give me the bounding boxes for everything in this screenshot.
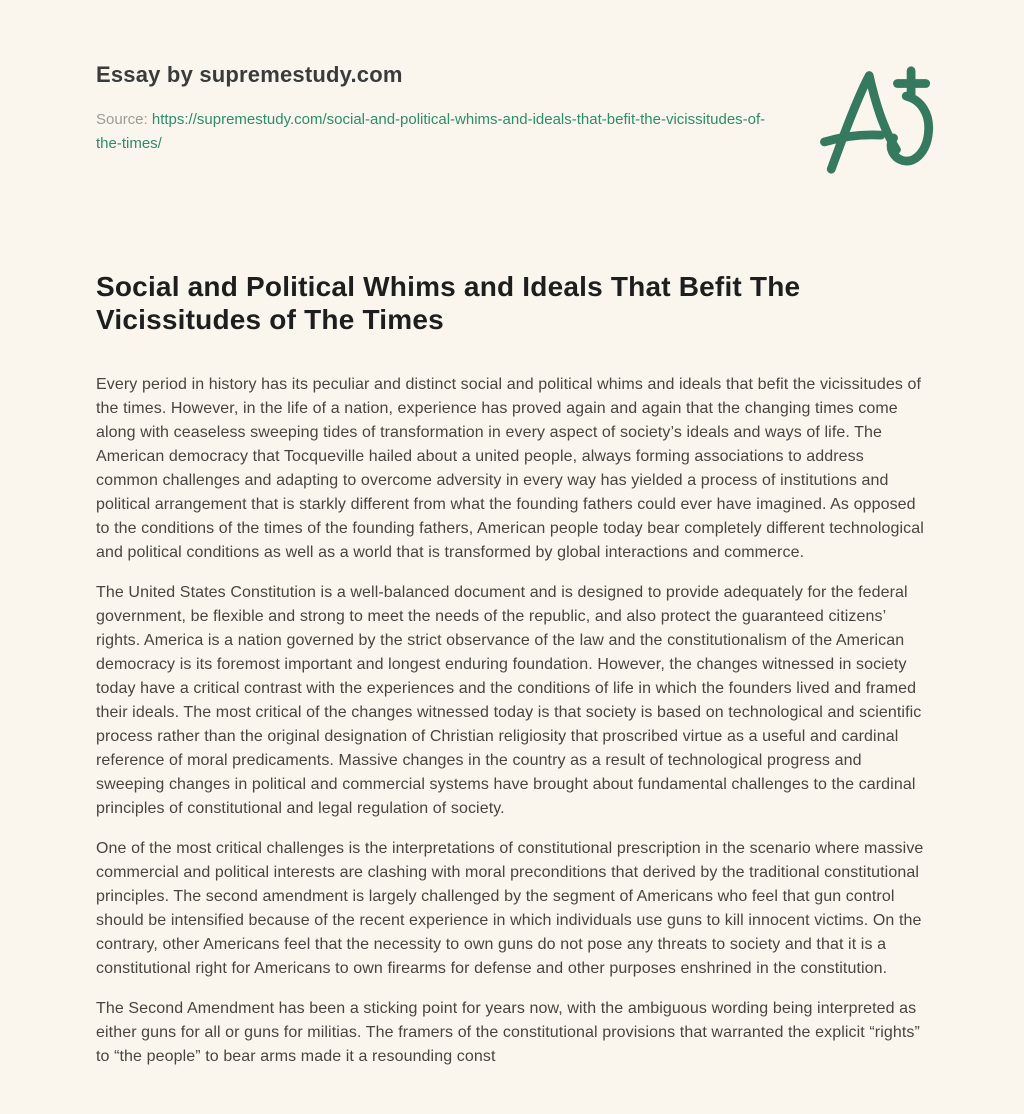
essay-paragraph-4: The Second Amendment has been a sticking point for years now, with the ambiguous wording being interpreted as either guns for all or guns for militias. The framers of the constitutional provisions that warranted the explicit “rights” to “the people” to bear arms made it a resounding const (96, 1000, 920, 1065)
a-plus-icon (818, 64, 936, 176)
page-header (96, 62, 928, 176)
page-title: Essay by supremestudy.com (96, 62, 403, 87)
source-line (96, 108, 776, 156)
source-label: Source: (96, 111, 148, 128)
supremestudy-logo (818, 64, 936, 176)
essay-body (96, 373, 928, 1069)
source-link[interactable]: https://supremestudy.com/social-and-political-whims-and-ideals-that-befit-the-vicissitudes-of-the-times/ (96, 111, 766, 152)
essay-title: Social and Political Whims and Ideals That Befit The Vicissitudes of The Times (96, 271, 801, 335)
essay-paragraph-1: Every period in history has its peculiar and distinct social and political whims and ideals that befit the vicissitudes of the times. However, in the life of a nation, experience has proved again and again that the changing times come along with ceaseless sweeping tides of transformation in every aspect of society’s ideals and ways of life. The American democracy that Tocqueville hailed about a united people, always forming associations to address common challenges and adapting to overcome adversity in every way has yielded a process of institutions and political arrangement that is starkly different from what the founding fathers could ever have imagined. As opposed to the conditions of the times of the founding fathers, American people today bear completely different technological and political conditions as well as a world that is transformed by global interactions and commerce. (96, 376, 924, 561)
essay-paragraph-2: The United States Constitution is a well-balanced document and is designed to provide adequately for the federal government, be flexible and strong to meet the needs of the republic, and also protect the guaranteed citizens’ rights. America is a nation governed by the strict observance of the law and the constitutionalism of the American democracy is its foremost important and longest enduring foundation. However, the changes witnessed in society today have a critical contrast with the experiences and the conditions of life in which the founders lived and framed their ideals. The most critical of the changes witnessed today is that society is based on technological and scientific process rather than the original designation of Christian religiosity that proscribed virtue as a useful and cardinal reference of moral predicaments. Massive changes in the country as a result of technological progress and sweeping changes in political and commercial systems have brought about fundamental challenges to the cardinal principles of constitutional and legal regulation of society. (96, 584, 922, 817)
essay-paragraph-3: One of the most critical challenges is the interpretations of constitutional prescription in the scenario where massive commercial and political interests are clashing with moral preconditions that derived by the traditional constitutional principles. The second amendment is largely challenged by the segment of Americans who feel that gun control should be intensified because of the recent experience in which individuals use guns to kill innocent victims. On the contrary, other Americans feel that the necessity to own guns do not pose any threats to society and that it is a constitutional right for Americans to own firearms for defense and other purposes enshrined in the constitution. (96, 840, 924, 977)
header-text-block (96, 62, 776, 156)
essay-article (96, 270, 928, 1069)
